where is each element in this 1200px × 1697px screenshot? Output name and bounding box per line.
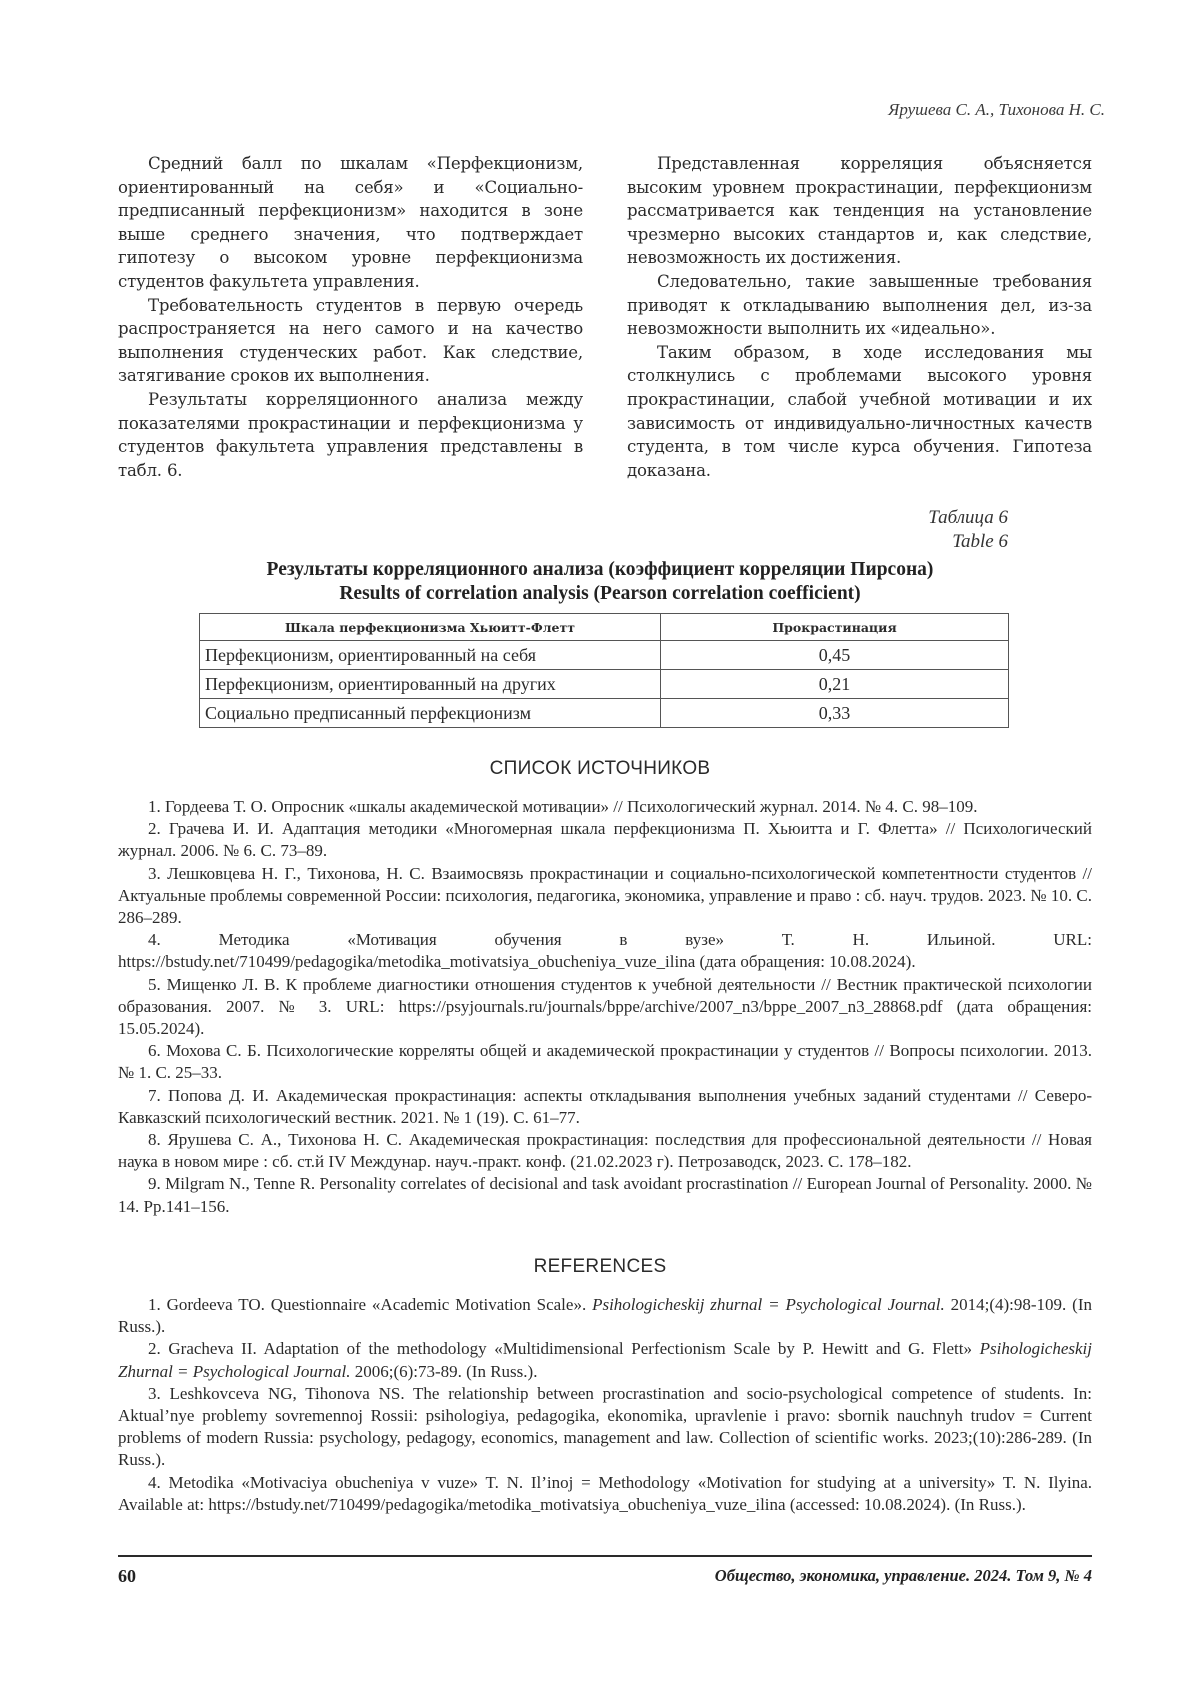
references-heading: REFERENCES: [533, 1256, 667, 1277]
reference-text: 2014;(4):98-109. (In Russ.).: [118, 1295, 1092, 1337]
table-row: [200, 699, 1009, 728]
table-label-en: Table 6: [952, 531, 1008, 552]
paragraph: Представленная корреляция объясняется высоким уровнем прокрастинации, перфекционизм рассматривается как тенденция на установление чрезмерно высоких стандартов и, как следствие, невозможность их достижения.: [627, 154, 1092, 268]
value-cell: 0,21: [661, 670, 1009, 699]
reference-item: [118, 1472, 1092, 1516]
reference-item: [118, 1383, 1092, 1472]
page-number: 60: [118, 1566, 136, 1586]
body-columns: [118, 152, 1092, 482]
left-column: [118, 152, 583, 482]
table-label-ru: Таблица 6: [928, 507, 1008, 528]
paragraph: Следовательно, такие завышенные требования приводят к откладыванию выполнения дел, из-за невозможности выполнить их «идеально».: [627, 271, 1092, 339]
correlation-table: [199, 613, 1009, 728]
source-item: 6. Мохова С. Б. Психологические корреляты общей и академической прокрастинации у студентов // Вопросы психологии. 2013. № 1. С. 25–33.: [118, 1041, 1092, 1083]
source-item: 7. Попова Д. И. Академическая прокрастинация: аспекты откладывания выполнения учебных заданий студентами // Северо-Кавказский психологический вестник. 2021. № 1 (19). С. 61–77.: [118, 1085, 1092, 1127]
references-list: [118, 1294, 1092, 1516]
sources-list: [118, 796, 1092, 1218]
table-title: [0, 558, 1200, 606]
source-item: 3. Лешковцева Н. Г., Тихонова, Н. С. Взаимосвязь прокрастинации и социально-психологической компетентности студентов // Актуальные проблемы современной России: психология, педагогика, экономика, управление и право : сб. науч. трудов. 2023. № 10. С. 286–289.: [118, 863, 1092, 928]
column-header: Прокрастинация: [661, 614, 1009, 641]
journal-title: Psihologicheskij zhurnal = Psychological Journal.: [592, 1295, 945, 1314]
reference-text: 2. Gracheva II. Adaptation of the methodology «Multidimensional Perfectionism Scale by P. Hewitt and G. Flett»: [148, 1339, 980, 1359]
paragraph: Требовательность студентов в первую очередь распространяется на него самого и на качество выполнения студенческих работ. Как следствие, затягивание сроков их выполнения.: [118, 295, 583, 386]
source-item: 2. Грачева И. И. Адаптация методики «Многомерная шкала перфекционизма П. Хьюитта и Г. Флетта» // Психологический журнал. 2006. № 6. С. 73–89.: [118, 819, 1092, 861]
paragraph: Таким образом, в ходе исследования мы столкнулись с проблемами высокого уровня прокрастинации, слабой учебной мотивации и их зависимость от индивидуально-личностных качеств студента, в том числе курса обучения. Гипотеза доказана.: [627, 342, 1092, 480]
source-item: 8. Ярушева С. А., Тихонова Н. С. Академическая прокрастинация: последствия для профессиональной деятельности // Новая наука в новом мире : сб. ст.й IV Междунар. науч.-практ. конф. (21.02.2023 г). Петрозаводск, 2023. С. 178–182.: [118, 1130, 1092, 1172]
reference-item: [118, 1294, 1092, 1338]
value-cell: 0,45: [661, 641, 1009, 670]
scale-cell: Перфекционизм, ориентированный на себя: [200, 641, 661, 670]
table-row: [200, 670, 1009, 699]
reference-item: [118, 1338, 1092, 1382]
reference-text: 3. Leshkovceva NG, Tihonova NS. The relationship between procrastination and socio-psychological competence of students. In: Aktual’nye problemy sovremennoj Rossii: psihologiya, pedagogika, ekonomika, upravlenie i pravo: sbornik nauchnyh trudov = Current problems of modern Russia: psychology, pedagogy, economics, management and law. Collection of scientific works. 2023;(10):286-289. (In Russ.).: [118, 1383, 1092, 1470]
table-row: [200, 641, 1009, 670]
journal-title: Psihologicheskij Zhurnal = Psychological Journal.: [118, 1339, 1092, 1381]
source-item: 4. Методика «Мотивация обучения в вузе» Т. Н. Ильиной. URL: https://bstudy.net/710499/pedagogika/metodika_motivatsiya_obucheniya_vuze_ilina (дата обращения: 10.08.2024).: [118, 930, 1092, 972]
footer-divider: [118, 1555, 1092, 1557]
running-head: Ярушева С. А., Тихонова Н. С.: [888, 100, 1105, 119]
sources-heading: СПИСОК ИСТОЧНИКОВ: [489, 758, 711, 779]
paragraph: Средний балл по шкалам «Перфекционизм, ориентированный на себя» и «Социально-предписанный перфекционизм» находится в зоне выше среднего значения, что подтверждает гипотезу о высоком уровне перфекционизма студентов факультета управления.: [118, 154, 583, 291]
right-column: [627, 152, 1092, 482]
table-title-ru: Результаты корреляционного анализа (коэффициент корреляции Пирсона): [266, 559, 934, 580]
source-item: 5. Мищенко Л. В. К проблеме диагностики отношения студентов к учебной деятельности // Вестник практической психологии образования. 2007. № 3. URL: https://psyjournals.ru/journals/bppe/archive/2007_n3/bppe_2007_n3_28868.pdf (дата обращения: 15.05.2024).: [118, 974, 1092, 1039]
column-header: Шкала перфекционизма Хьюитт-Флетт: [200, 614, 661, 641]
reference-text: 2006;(6):73-89. (In Russ.).: [350, 1361, 538, 1381]
table-label: [928, 506, 1008, 554]
scale-cell: Социально предписанный перфекционизм: [200, 699, 661, 728]
source-item: 1. Гордеева Т. О. Опросник «шкалы академической мотивации» // Психологический журнал. 2014. № 4. С. 98–109.: [148, 797, 978, 816]
reference-text: 1. Gordeeva TO. Questionnaire «Academic Motivation Scale».: [148, 1295, 593, 1314]
scale-cell: Перфекционизм, ориентированный на других: [200, 670, 661, 699]
value-cell: 0,33: [661, 699, 1009, 728]
journal-name: Общество, экономика, управление. 2024. Том 9, № 4: [714, 1566, 1092, 1585]
paragraph: Результаты корреляционного анализа между показателями прокрастинации и перфекционизма у студентов факультета управления представлены в табл. 6.: [118, 389, 583, 480]
table-title-en: Results of correlation analysis (Pearson correlation coefficient): [339, 583, 861, 604]
reference-text: 4. Metodika «Motivaciya obucheniya v vuze» T. N. Il’inoj = Methodology «Motivation for studying at a university» T. N. Ilyina. Available at: https://bstudy.net/710499/pedagogika/metodika_motivatsiya_obucheniya_vuze_ilina (accessed: 10.08.2024). (In Russ.).: [118, 1472, 1092, 1514]
source-item: 9. Milgram N., Tenne R. Personality correlates of decisional and task avoidant procrastination // European Journal of Personality. 2000. № 14. Pp.141–156.: [118, 1174, 1092, 1216]
table-header-row: [200, 614, 1009, 641]
